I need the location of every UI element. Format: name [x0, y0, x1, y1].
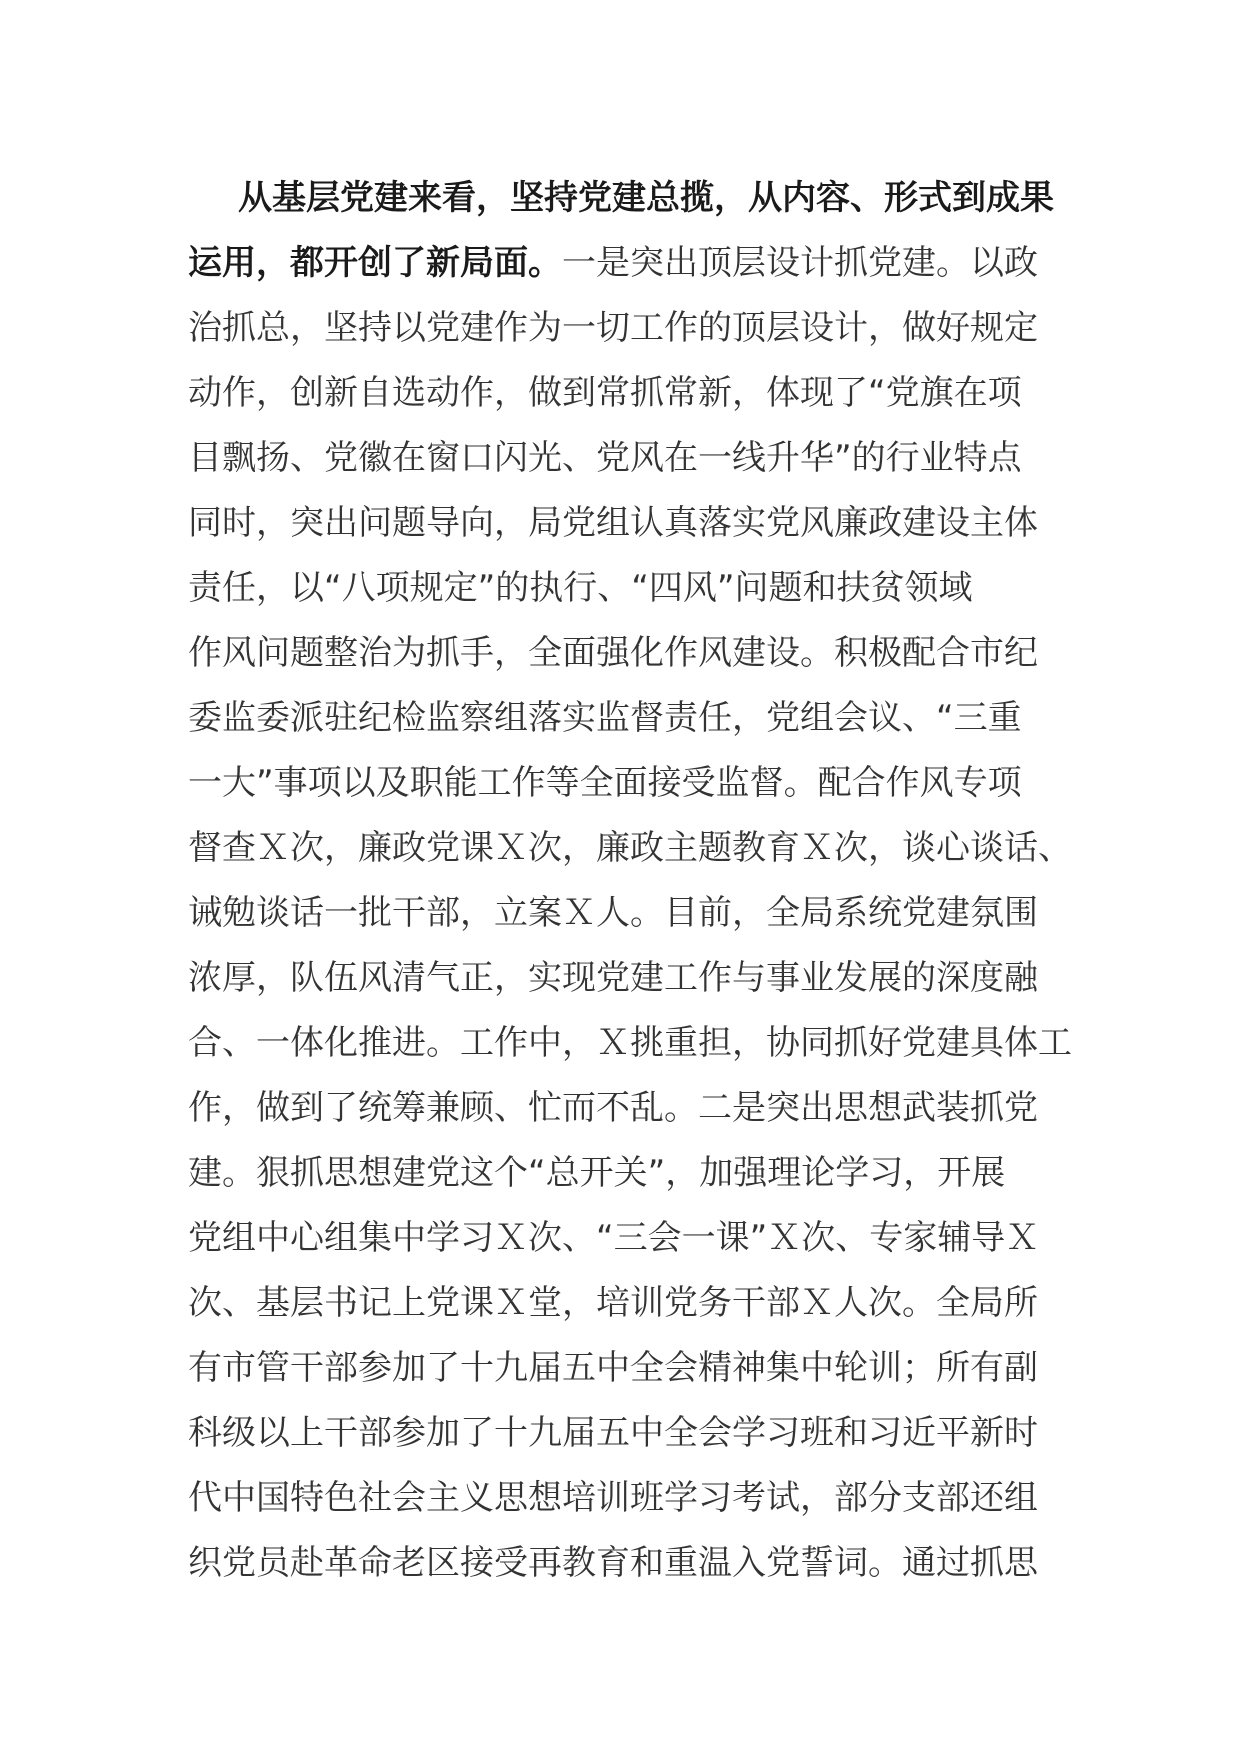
text-line — [188, 296, 1058, 361]
text-line — [188, 231, 1058, 296]
line-text: 作风问题整治为抓手，全面强化作风建设。积极配合市纪 — [188, 633, 1038, 673]
line-text: 一是突出顶层设计抓党建。以政 — [562, 243, 1038, 283]
text-line — [188, 1076, 1058, 1141]
text-line — [188, 1401, 1058, 1466]
text-line — [188, 1531, 1058, 1596]
line-text: 有市管干部参加了十九届五中全会精神集中轮训；所有副 — [188, 1348, 1038, 1388]
line-text: 同时，突出问题导向，局党组认真落实党风廉政建设主体 — [188, 503, 1038, 543]
text-line — [188, 556, 1058, 621]
line-text: 合、一体化推进。工作中，Ｘ挑重担，协同抓好党建具体工 — [188, 1023, 1072, 1063]
line-text: 动作，创新自选动作，做到常抓常新，体现了“党旗在项 — [188, 373, 1022, 413]
text-line — [188, 1336, 1058, 1401]
line-text: 督查Ｘ次，廉政党课Ｘ次，廉政主题教育Ｘ次，谈心谈话、 — [188, 828, 1072, 868]
line-text: 委监委派驻纪检监察组落实监督责任，党组会议、“三重 — [188, 698, 1022, 738]
text-line — [188, 621, 1058, 686]
line-text: 浓厚，队伍风清气正，实现党建工作与事业发展的深度融 — [188, 958, 1038, 998]
text-line — [188, 426, 1058, 491]
bold-lead: 从基层党建来看，坚持党建总揽，从内容、形式到成果 — [238, 178, 1054, 218]
text-line — [188, 881, 1058, 946]
line-text: 作，做到了统筹兼顾、忙而不乱。二是突出思想武装抓党 — [188, 1088, 1038, 1128]
text-line — [188, 1206, 1058, 1271]
line-text: 一大”事项以及职能工作等全面接受监督。配合作风专项 — [188, 763, 1022, 803]
line-text: 责任，以“八项规定”的执行、“四风”问题和扶贫领域 — [188, 568, 973, 608]
line-text: 次、基层书记上党课Ｘ堂，培训党务干部Ｘ人次。全局所 — [188, 1283, 1038, 1323]
bold-lead: 运用，都开创了新局面。 — [188, 243, 562, 283]
text-line — [188, 686, 1058, 751]
line-text: 目飘扬、党徽在窗口闪光、党风在一线升华”的行业特点 — [188, 438, 1022, 478]
line-text: 建。狠抓思想建党这个“总开关”，加强理论学习，开展 — [188, 1153, 1006, 1193]
text-line — [188, 491, 1058, 556]
text-line — [188, 1271, 1058, 1336]
text-line — [188, 1141, 1058, 1206]
text-line — [188, 946, 1058, 1011]
line-text: 治抓总，坚持以党建作为一切工作的顶层设计，做好规定 — [188, 308, 1038, 348]
line-text: 诫勉谈话一批干部，立案Ｘ人。目前，全局系统党建氛围 — [188, 893, 1038, 933]
text-line — [188, 751, 1058, 816]
text-line — [188, 166, 1058, 231]
line-text: 科级以上干部参加了十九届五中全会学习班和习近平新时 — [188, 1413, 1038, 1453]
text-line — [188, 1011, 1072, 1076]
text-line — [188, 1466, 1058, 1531]
text-line — [188, 816, 1072, 881]
line-text: 织党员赴革命老区接受再教育和重温入党誓词。通过抓思 — [188, 1543, 1038, 1583]
line-text: 代中国特色社会主义思想培训班学习考试，部分支部还组 — [188, 1478, 1038, 1518]
text-line — [188, 361, 1058, 426]
line-text: 党组中心组集中学习Ｘ次、“三会一课”Ｘ次、专家辅导Ｘ — [188, 1218, 1040, 1258]
body-paragraph — [188, 166, 1072, 1596]
